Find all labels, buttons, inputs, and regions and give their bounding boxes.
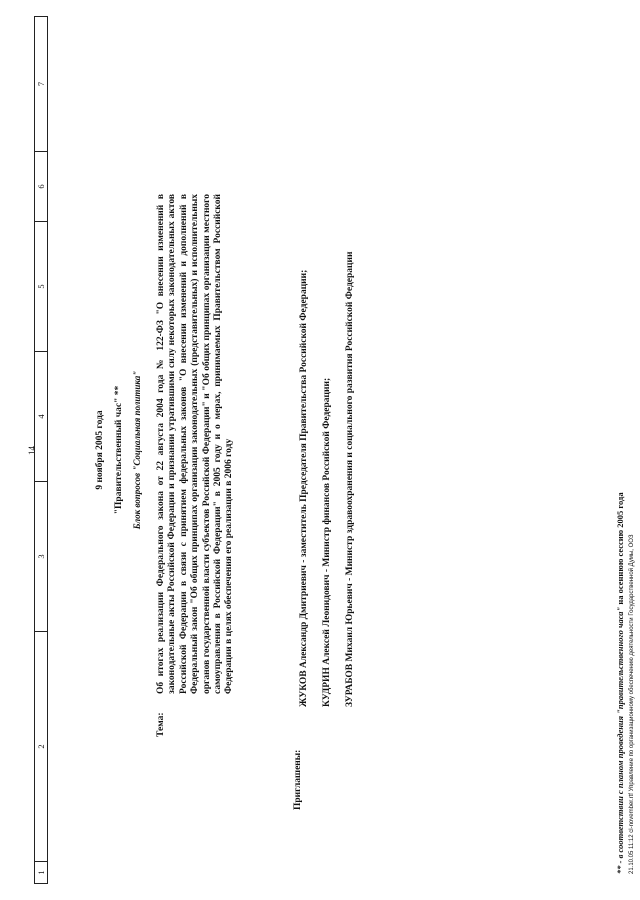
invited-person: ЗУРАБОВ Михаил Юрьевич - Министр здравоохранения и социального развития Российской Федерации xyxy=(345,251,355,707)
column-number: 3 xyxy=(35,481,47,631)
column-number: 2 xyxy=(35,631,47,861)
invited-list xyxy=(293,252,362,707)
event-title: "Правительственный час" ** xyxy=(114,385,124,515)
block-title: Блок вопросов "Социальная политика" xyxy=(132,370,142,530)
invited-label: Приглашены: xyxy=(293,749,303,810)
invited-person: КУДРИН Алексей Леонидович - Министр финансов Российской Федерации; xyxy=(322,377,332,707)
file-footer: 21.10.05 11:12 cl-november.rtf Управление по организационному обеспечению деятельности Государственной Думы, ООЗ xyxy=(629,534,635,874)
column-number: 1 xyxy=(35,861,47,883)
column-number: 7 xyxy=(36,81,46,87)
column-number-header xyxy=(34,16,48,884)
session-date: 9 ноября 2005 года xyxy=(95,410,105,490)
column-number: 5 xyxy=(35,221,47,351)
footnote-mark: ** - xyxy=(615,860,625,874)
footnote xyxy=(615,492,625,874)
invited-person: ЖУКОВ Александр Дмитриевич - заместитель Председателя Правительства Российской Федерации; xyxy=(299,269,309,707)
footnote-rest: на осеннюю сессию 2005 года xyxy=(615,492,625,605)
topic-text: Об итогах реализации Федерального закона от 22 августа 2004 года № 122-ФЗ "О внесении изменений в законодательные акты Российской Федерации и признании утратившими силу некоторых законодательных актов Российской Федерации в связи с принятием федеральных законов "О внесении изменений и дополнений в Федеральный закон "Об общих принципах организации законодательных (представительных) и исполнительных органов государственной власти субъектов Российской Федерации" и "Об общих принципах организации местного самоуправления в Российской Федерации" в 2005 году и о мерах, принимаемых Правительством Российской Федерации в целях обеспечения его реализации в 2006 году xyxy=(156,194,235,694)
topic-label: Тема: xyxy=(156,712,166,737)
column-number: 6 xyxy=(35,151,47,221)
footnote-emphasis: в соответствии с планом проведения "правительственного часа" xyxy=(615,606,625,859)
column-number: 4 xyxy=(35,351,47,481)
page-number: 14 xyxy=(27,446,37,455)
